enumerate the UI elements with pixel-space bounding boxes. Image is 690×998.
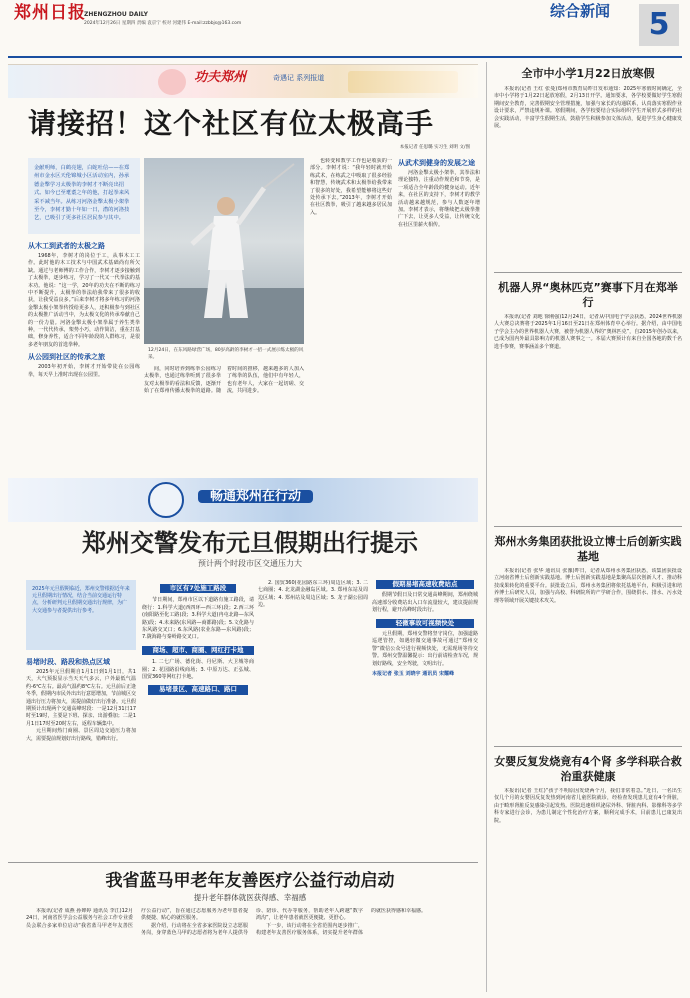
traffic-paragraph: 元旦期间热门商圈、景区周边交通压力将加大，需要提前规划好出行路线，错峰出行。 [26, 728, 136, 742]
traffic-section-head: 易堵景区、高速路口、路口 [148, 685, 248, 694]
medical-subhead: 提升老年群体就医获得感、幸福感 [193, 893, 307, 902]
news-paragraph: 本报讯(记者 刘地 徐刚强)12月24日，记者从中国电子学会获悉，2024世界机器人大赛总决赛将于2025年1月16日至21日在郑州体育中心举行。据介绍，由中国电子学会主办的世界机器人大赛，被誉为机器人界的“奥林匹克”，自2015年创办以来，已成为国内外最具影响力的机器人赛事之一。本届大赛预计有来自全国各地的数千名选手参赛，赛事涵盖多个赛道。 [494, 314, 682, 350]
dateline: 2024年12月26日 星期四 责编 袁京宁 校对 河建伟 E-mail:zzbbjs@163.com [84, 21, 242, 26]
traffic-paragraph: 2. 国贸360(花园路东三环)周边区域；3. 二七商圈；4. 北龙湖金融岛区域。3. 郑州东站及周边区域；4. 郑州站及周边区域；5. 龙子湖公园周边。 [258, 580, 368, 609]
taichi-headline: 请接招！这个社区有位太极高手 [28, 107, 435, 140]
traffic-paragraph: 1. 二七广场、德化街、丹尼斯、大卫城等商圈；2. 花园路沿线商场；3. 中原万达、正弘城、国贸360等网红打卡地。 [142, 659, 254, 681]
kungfu-figure-icon [158, 69, 186, 95]
water-group-headline: 郑州水务集团获批设立博士后创新实践基地 [494, 535, 682, 563]
infant-kidney-headline: 女婴反复发烧竟有4个肾 多学科联合救治重获健康 [494, 755, 682, 783]
newspaper-english-name: ZHENGZHOU DAILY [84, 11, 148, 18]
medical-paragraph: 据介绍，行动将在全省多家医院设立志愿服务岗，身穿蓝色马甲的志愿者将为老年人提供导诊、陪诊、代办等服务，帮助老年人跨越“数字鸿沟”，让老年患者就医更便捷、更舒心。 [141, 908, 363, 937]
news-paragraph: 本报讯(记者 王红)“孩子不明原因发烧两个月，我们非常着急。”近日，一名出生仅几个月的女婴因反复发热到河南省儿童医院就诊，经检查发现患儿竟有4个肾脏，由于畸形肾脏反复感染引起发热。医院迅速组织泌尿外科、肾脏内科、影像科等多学科专家进行会诊，为患儿制定个性化治疗方案，顺利完成手术，目前患儿已康复出院。 [494, 788, 682, 824]
banner-tag: 奇遇记 系列报道 [273, 74, 325, 82]
robot-contest-body [494, 314, 682, 520]
traffic-column-3 [258, 580, 368, 854]
traffic-section-head: 市区有7处施工路段 [160, 584, 236, 593]
traffic-section-head: 假期易堵高速收费站点 [376, 580, 474, 589]
taichi-paragraph: 也转变和教学工作也是收获的一部分。李树才说：“我年轻时就开始练武术，在练武之中吸取了很多经验和智慧，传统武术和太极拳给我带来了很多的好处，我希望能够将这些好处传承下去。”2013年，李树才开始在社区教拳，吸引了越来越多居民加入。 [310, 158, 392, 216]
medical-headline: 我省蓝马甲老年友善医疗公益行动启动 [105, 871, 395, 891]
taichi-paragraph: 1968年，李树才的岗位于工，从事木工工作。此时他的木工技术与中国武术基础尚有所欠缺。通过与老师傅的工作合作，李树才逐步接触到了太极拳，逐步练习，学习了一代又一代拳法的基本功。他说：“这一学，20年的功夫在不断的练习中不断提升，太极拳的拳法给我带来了很多的收获，让我受益良多。”后来李树才将多年练习的河洛金擊太极小架拳传授给更多人，还积极参与到社区的太极推广活动当中，为太极文化的传承奉献自己的一份力量。河洛金擊太极小架拳属于养生类拳种，一代代传承，架势小巧，动作简洁，重在打基础，修身养性，适合不同年龄段的人群练习，是很多老年朋友的首选拳种。 [28, 253, 140, 348]
water-group-body [494, 568, 682, 740]
section-divider [8, 862, 478, 863]
taichi-paragraph: 河洛金擊太极小架拳，其拳法和理论独特，注重动作规范和节奏，是一项适合全年龄段的健身运动。近年来，在社区的支持下，李树才的教学活动越来越规范，参与人数逐年增加。李树才表示，将继续把太极拳推广下去，让更多人受益，让传统文化在社区里薪火相传。 [398, 170, 480, 228]
traffic-column-2 [142, 580, 254, 854]
traffic-column-4 [372, 580, 478, 854]
taichi-column-1 [28, 238, 140, 466]
section-title: 综合新闻 [550, 2, 611, 20]
robot-contest-headline: 机器人界“奥林匹克”赛事下月在郑举行 [498, 281, 678, 309]
infant-kidney-body [494, 788, 682, 992]
medical-paragraph: 本报讯(记者 成燕 孙婵婷 通讯员 李江)12月24日，河南省医学会公益服务与社会工作专业委员会联合多家单位启动“我省蓝马甲老年友善医疗公益行动”，旨在通过志愿服务为老年患者提供便捷、贴心的就医服务。 [26, 908, 248, 929]
masthead [0, 0, 690, 60]
news-paragraph: 本报讯(记者 张华 通讯员 张豫)昨日，记者从郑州水务集团获悉，该集团获批设立河南省博士后创新实践基地。博士后创新实践基地是集聚高层次创新人才、推动科技成果转化的重要平台。获批设立后，郑州水务集团将依托基地平台，积极引进和培养博士后研究人员，加强与高校、科研院所的产学研合作，围绕供水、排水、污水处理等领域开展关键技术攻关。 [494, 568, 682, 604]
taichi-photo [144, 158, 304, 344]
taichi-figure-illustration [144, 158, 304, 344]
taichi-subhead-2: 从公园到社区的传承之旅 [28, 353, 105, 362]
traffic-banner-title: 畅通郑州在行动 [198, 490, 313, 503]
traffic-section-head: 商场、超市、商圈、网红打卡地 [142, 646, 254, 655]
header-rule [8, 56, 682, 58]
medical-body [26, 908, 478, 992]
winter-break-body [494, 86, 682, 266]
article-divider [494, 272, 682, 273]
traffic-subhead-1: 易堵时段、路段和热点区域 [26, 658, 110, 666]
traffic-section-head: 轻微事故可视频快处 [376, 619, 474, 628]
medical-paragraph: 下一步，该行动将在全省范围内逐步推广，构建老年友善医疗服务体系，切实提升老年群体的就医获得感和幸福感。 [256, 908, 427, 937]
traffic-column-1 [26, 654, 136, 854]
taichi-column-2 [144, 366, 304, 466]
traffic-paragraph: 元旦假期，郑州交警将坚守岗位，加强道路巡逻管控，如遇轻微交通事故可通过“郑州交警”微信公众号进行视频快处，无需现场等待交警。郑州交警温馨提示：出行前请检查车况，规划好路线，安全驾驶，文明出行。 [372, 631, 478, 667]
news-paragraph: 本报讯(记者 王红 张曼)郑州市教育局昨日发布通知：2025年寒假时间确定，全市中小学将于1月22日起放寒假，2月13日开学。通知要求，各学校要做好学生寒假期间安全教育，完善假期安全管理措施，加强与家长的沟通联系，认真落实寒假作业设计要求，严禁违规补课。寒假期间，各学校要结合实际组织学生开展形式多样的社会实践活动，丰富学生假期生活，鼓励学生积极参加文体活动，促进学生身心健康发展。 [494, 86, 682, 130]
newspaper-logo: 郑州日报 [14, 3, 86, 23]
winter-break-headline: 全市中小学1月22日放寒假 [521, 67, 655, 80]
taichi-paragraph: 2003年初开始，李树才开始带徒在公园练拳，每天早上准时出现在公园里。 [28, 364, 140, 378]
traffic-headline: 郑州交警发布元旦假期出行提示 [82, 529, 418, 557]
article-divider [494, 526, 682, 527]
decorative-scroll [348, 71, 458, 93]
taichi-column-3 [310, 158, 480, 466]
taichi-photo-caption: 12月24日，在东风路绿营广场，80岁高龄的李树才一招一式展示练太极的风采。 [148, 348, 304, 360]
traffic-paragraph: 节日期间，郑州市区以下道路有施工路段，请绕行：1.科学大道(西四环—西三环)段；2.西三环(南阳路至化工路)段；3.科学大道(冉屯北路—东风路)段；4.未来路(东风路—商都路)段；5.文化路与东风路交叉口；6.东风路(农业东路—东风路)段；7.陇海路与秦岭路交叉口。 [142, 597, 254, 641]
taichi-byline: 本报记者 任思璐 实习生 刘明 文/图 [399, 145, 470, 150]
article-divider [494, 746, 682, 747]
traffic-paragraph: 2025年元旦假期自1月1日到1月1日，共1天，大气预报显示当天天气多云，户外最低气温约-6℃左右。最高气温约8℃左右。元旦前后正逢冬季，假期内市民外出出行意愿增加，节前城区交通出行压力将加大，需提前做好出行准备。元旦假期预计出现两个交通高峰时段：一是12月31日17时至19时，主要是下班、探亲、出游叠加；二是1月1日17时至20时左右，返程车辆集中。 [26, 669, 136, 727]
taichi-subhead-3: 从武术到健身的发展之途 [398, 159, 475, 167]
taichi-subhead-1: 从木工到武者的太极之路 [28, 242, 105, 250]
traffic-subhead: 预计两个时段市区交通压力大 [198, 559, 302, 568]
taichi-intro-quote: 金献明师，白鹤亮翅，白蛇吐信——在郑州市金水区天伦锦城小区活动室内，孙承德金擊学习太极拳的李树才不断亮出招式。如今已至耄耋之年的他，打起拳来风采不减当年。从练习河洛金擊太极小架拳至今，李树才勤十年如一日，潜的河洛技艺，已吸引了更多社区居民参与其中。 [28, 158, 140, 234]
traffic-lead-box: 2025年元旦假期临近，郑州交警根据近年来元旦假期出行情况，结合当前交通运行特点，分析研判元旦假期交通出行规律，为广大交通参与者提供出行参考。 [26, 580, 136, 650]
traffic-paragraph: 假期节假日及日常交通高峰期间，郑州绕城高速部分收费站出入口车流量较大，建议提前规划行程，避开高峰时段出行。 [372, 592, 478, 614]
banner-title: 功夫郑州 [194, 70, 247, 85]
traffic-writer: 本报记者 张玉 刘晓宇 通讯员 宋耀峰 [372, 671, 454, 678]
feature-banner [8, 64, 478, 98]
page-number: 5 [639, 4, 679, 46]
taichi-paragraph: 间，同时培养到练拳公园练习太极拳，也通过练拳听到了很多拳友对太极拳的看法和反馈，逐渐开始了在郑州传播太极拳的道路。随着时间的推移，越来越多的人加入了练拳的队伍，他们中有年轻人，也有老年人，大家在一起切磋、交流，共同进步。 [144, 366, 304, 395]
column-divider [486, 62, 487, 992]
police-badge-icon [148, 482, 184, 518]
traffic-banner [8, 478, 478, 522]
